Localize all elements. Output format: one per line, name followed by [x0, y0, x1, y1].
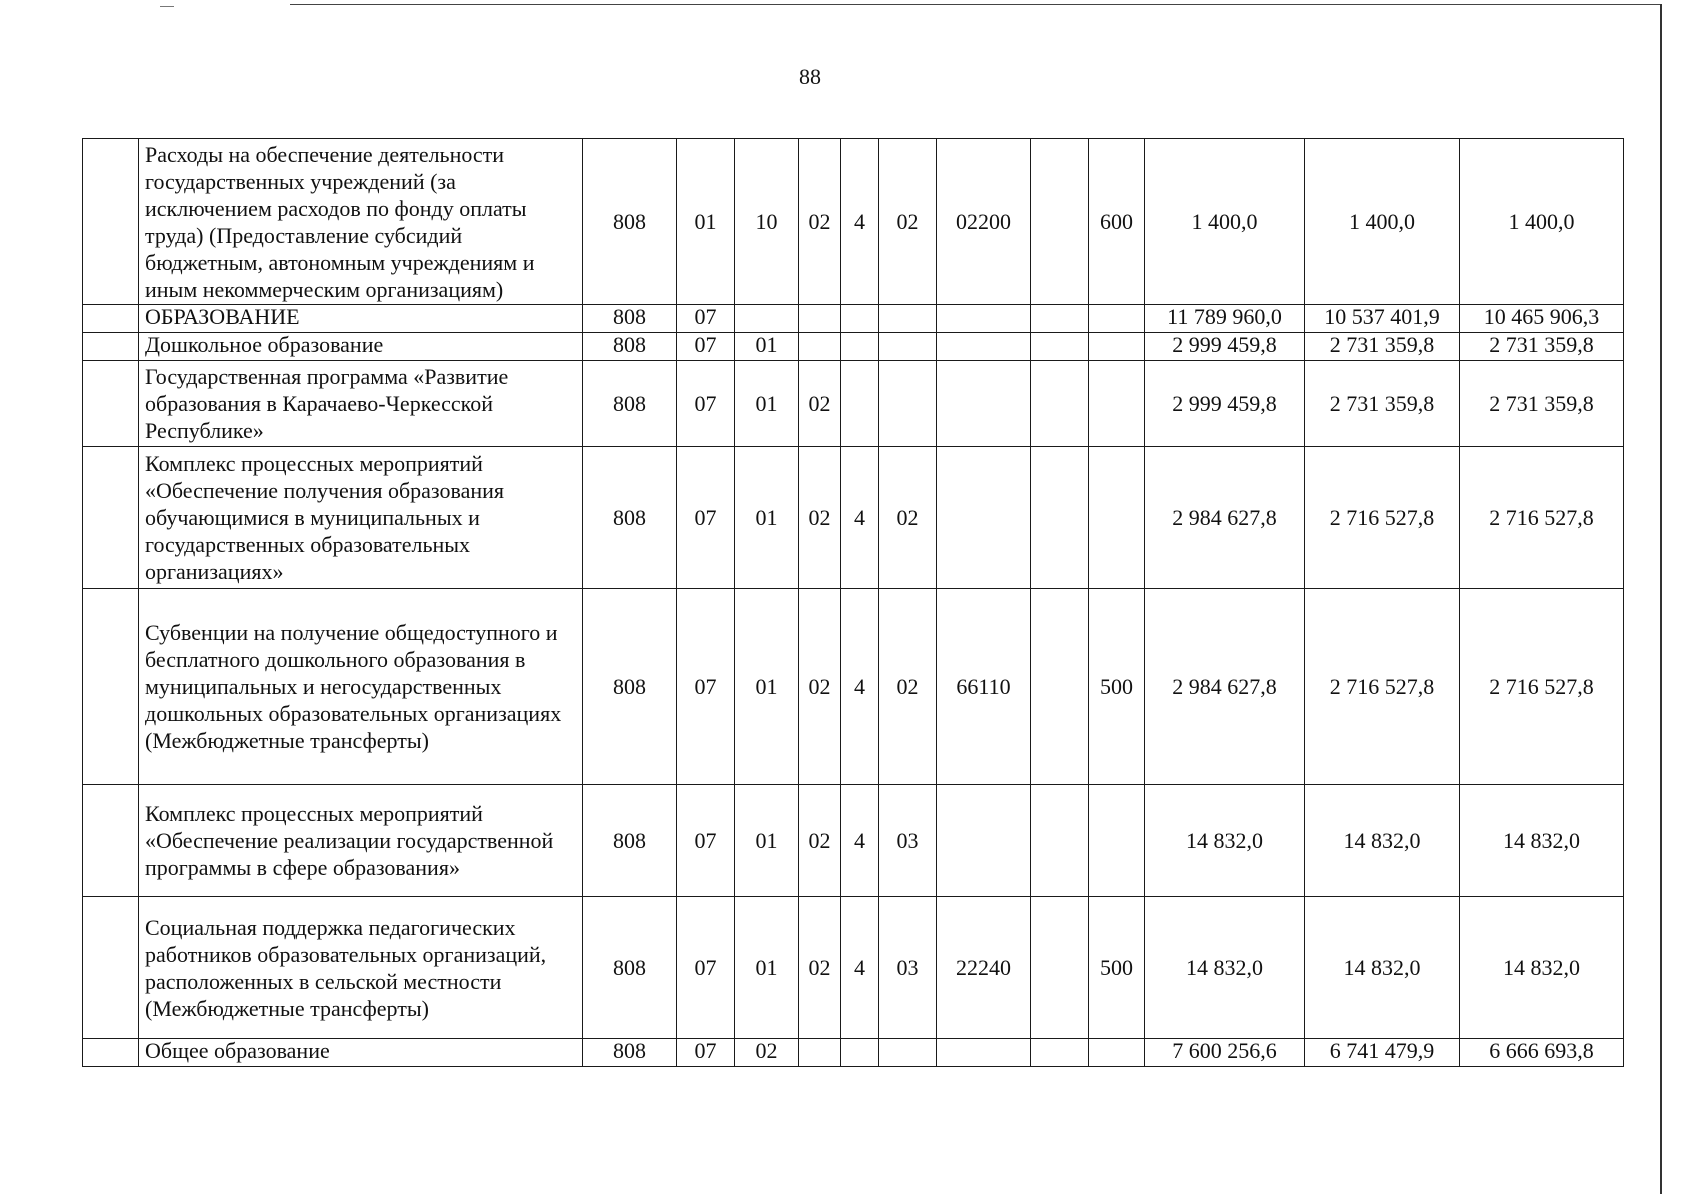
row-name-cell: Комплекс процессных мероприятий «Обеспечение получения образования обучающимися в муниципальных и государственных образовательных организациях» [139, 447, 583, 589]
code-cell-c2: 07 [677, 897, 735, 1039]
code-cell-c7 [937, 333, 1031, 361]
code-cell-c1: 808 [583, 333, 677, 361]
code-cell-c6 [879, 305, 937, 333]
row-name-cell: ОБРАЗОВАНИЕ [139, 305, 583, 333]
code-cell-c3: 01 [735, 361, 799, 447]
amount-cell-v2: 2 731 359,8 [1305, 361, 1460, 447]
code-cell-c5: 4 [841, 139, 879, 305]
row-name-cell: Субвенции на получение общедоступного и бесплатного дошкольного образования в муниципальных и негосударственных дошкольных образовательных организациях (Межбюджетные трансферты) [139, 589, 583, 785]
code-cell-c3: 01 [735, 333, 799, 361]
amount-cell-v3: 2 731 359,8 [1460, 333, 1624, 361]
code-cell-c8 [1031, 447, 1089, 589]
code-cell-c8 [1031, 305, 1089, 333]
amount-cell-v1: 7 600 256,6 [1145, 1039, 1305, 1067]
amount-cell-v3: 10 465 906,3 [1460, 305, 1624, 333]
code-cell-c8 [1031, 139, 1089, 305]
page-right-border [1660, 4, 1662, 1194]
row-number-cell [83, 333, 139, 361]
row-number-cell [83, 589, 139, 785]
table-row [83, 897, 1624, 1039]
code-cell-c1: 808 [583, 447, 677, 589]
table-row [83, 305, 1624, 333]
code-cell-c3: 10 [735, 139, 799, 305]
amount-cell-v2: 2 731 359,8 [1305, 333, 1460, 361]
code-cell-c7: 02200 [937, 139, 1031, 305]
scan-mark [160, 6, 174, 7]
amount-cell-v1: 2 984 627,8 [1145, 447, 1305, 589]
row-name-cell: Дошкольное образование [139, 333, 583, 361]
code-cell-c1: 808 [583, 361, 677, 447]
code-cell-c2: 07 [677, 333, 735, 361]
code-cell-c1: 808 [583, 305, 677, 333]
table-row [83, 361, 1624, 447]
amount-cell-v3: 2 731 359,8 [1460, 361, 1624, 447]
amount-cell-v2: 1 400,0 [1305, 139, 1460, 305]
table-row [83, 139, 1624, 305]
amount-cell-v1: 14 832,0 [1145, 785, 1305, 897]
amount-cell-v2: 2 716 527,8 [1305, 447, 1460, 589]
code-cell-c1: 808 [583, 1039, 677, 1067]
code-cell-c4 [799, 333, 841, 361]
row-name-cell: Социальная поддержка педагогических работников образовательных организаций, расположенных в сельской местности (Межбюджетные трансферты) [139, 897, 583, 1039]
amount-cell-v2: 2 716 527,8 [1305, 589, 1460, 785]
row-name-cell: Государственная программа «Развитие образования в Карачаево-Черкесской Республике» [139, 361, 583, 447]
code-cell-c7 [937, 305, 1031, 333]
code-cell-c3 [735, 305, 799, 333]
code-cell-c6 [879, 1039, 937, 1067]
code-cell-c1: 808 [583, 785, 677, 897]
code-cell-c2: 07 [677, 361, 735, 447]
code-cell-c4: 02 [799, 361, 841, 447]
code-cell-c5: 4 [841, 897, 879, 1039]
code-cell-c6: 03 [879, 785, 937, 897]
code-cell-c6: 02 [879, 139, 937, 305]
code-cell-c3: 01 [735, 589, 799, 785]
code-cell-c1: 808 [583, 589, 677, 785]
code-cell-c3: 01 [735, 447, 799, 589]
code-cell-c9: 500 [1089, 897, 1145, 1039]
row-number-cell [83, 897, 139, 1039]
page-top-border [290, 4, 1660, 5]
amount-cell-v3: 1 400,0 [1460, 139, 1624, 305]
code-cell-c4 [799, 1039, 841, 1067]
row-name-cell: Расходы на обеспечение деятельности государственных учреждений (за исключением расходов по фонду оплаты труда) (Предоставление субсидий бюджетным, автономным учреждениям и иным некоммерческим организациям) [139, 139, 583, 305]
code-cell-c4: 02 [799, 447, 841, 589]
page-number: 88 [799, 64, 821, 89]
row-number-cell [83, 785, 139, 897]
code-cell-c1: 808 [583, 897, 677, 1039]
row-number-cell [83, 305, 139, 333]
table-body [83, 139, 1624, 1067]
code-cell-c7: 66110 [937, 589, 1031, 785]
row-number-cell [83, 361, 139, 447]
code-cell-c9 [1089, 1039, 1145, 1067]
code-cell-c4: 02 [799, 589, 841, 785]
code-cell-c2: 07 [677, 785, 735, 897]
code-cell-c9 [1089, 333, 1145, 361]
amount-cell-v1: 2 984 627,8 [1145, 589, 1305, 785]
code-cell-c9 [1089, 305, 1145, 333]
row-number-cell [83, 139, 139, 305]
row-number-cell [83, 447, 139, 589]
code-cell-c3: 01 [735, 785, 799, 897]
code-cell-c8 [1031, 785, 1089, 897]
code-cell-c6: 02 [879, 589, 937, 785]
code-cell-c2: 07 [677, 589, 735, 785]
code-cell-c7: 22240 [937, 897, 1031, 1039]
code-cell-c2: 07 [677, 1039, 735, 1067]
code-cell-c9 [1089, 447, 1145, 589]
code-cell-c6: 02 [879, 447, 937, 589]
code-cell-c4 [799, 305, 841, 333]
code-cell-c4: 02 [799, 785, 841, 897]
code-cell-c8 [1031, 333, 1089, 361]
code-cell-c3: 01 [735, 897, 799, 1039]
code-cell-c6: 03 [879, 897, 937, 1039]
code-cell-c8 [1031, 1039, 1089, 1067]
amount-cell-v2: 10 537 401,9 [1305, 305, 1460, 333]
code-cell-c1: 808 [583, 139, 677, 305]
amount-cell-v2: 14 832,0 [1305, 897, 1460, 1039]
code-cell-c5: 4 [841, 785, 879, 897]
code-cell-c9 [1089, 785, 1145, 897]
code-cell-c5 [841, 305, 879, 333]
table-row [83, 785, 1624, 897]
code-cell-c8 [1031, 897, 1089, 1039]
code-cell-c5: 4 [841, 447, 879, 589]
code-cell-c5 [841, 361, 879, 447]
amount-cell-v2: 14 832,0 [1305, 785, 1460, 897]
code-cell-c4: 02 [799, 897, 841, 1039]
code-cell-c5 [841, 333, 879, 361]
row-name-cell: Комплекс процессных мероприятий «Обеспечение реализации государственной программы в сфере образования» [139, 785, 583, 897]
code-cell-c8 [1031, 361, 1089, 447]
table-row [83, 589, 1624, 785]
table-row [83, 1039, 1624, 1067]
code-cell-c6 [879, 333, 937, 361]
code-cell-c2: 01 [677, 139, 735, 305]
code-cell-c9: 600 [1089, 139, 1145, 305]
row-name-cell: Общее образование [139, 1039, 583, 1067]
code-cell-c7 [937, 447, 1031, 589]
code-cell-c9 [1089, 361, 1145, 447]
code-cell-c7 [937, 1039, 1031, 1067]
amount-cell-v3: 2 716 527,8 [1460, 447, 1624, 589]
table-row [83, 333, 1624, 361]
amount-cell-v1: 2 999 459,8 [1145, 333, 1305, 361]
code-cell-c5 [841, 1039, 879, 1067]
amount-cell-v1: 2 999 459,8 [1145, 361, 1305, 447]
amount-cell-v1: 11 789 960,0 [1145, 305, 1305, 333]
code-cell-c2: 07 [677, 305, 735, 333]
amount-cell-v3: 6 666 693,8 [1460, 1039, 1624, 1067]
amount-cell-v3: 2 716 527,8 [1460, 589, 1624, 785]
amount-cell-v1: 14 832,0 [1145, 897, 1305, 1039]
code-cell-c7 [937, 361, 1031, 447]
code-cell-c9: 500 [1089, 589, 1145, 785]
amount-cell-v3: 14 832,0 [1460, 785, 1624, 897]
code-cell-c7 [937, 785, 1031, 897]
code-cell-c6 [879, 361, 937, 447]
code-cell-c2: 07 [677, 447, 735, 589]
code-cell-c4: 02 [799, 139, 841, 305]
table-row [83, 447, 1624, 589]
amount-cell-v3: 14 832,0 [1460, 897, 1624, 1039]
code-cell-c8 [1031, 589, 1089, 785]
code-cell-c5: 4 [841, 589, 879, 785]
amount-cell-v2: 6 741 479,9 [1305, 1039, 1460, 1067]
code-cell-c3: 02 [735, 1039, 799, 1067]
budget-table [82, 138, 1624, 1067]
row-number-cell [83, 1039, 139, 1067]
amount-cell-v1: 1 400,0 [1145, 139, 1305, 305]
